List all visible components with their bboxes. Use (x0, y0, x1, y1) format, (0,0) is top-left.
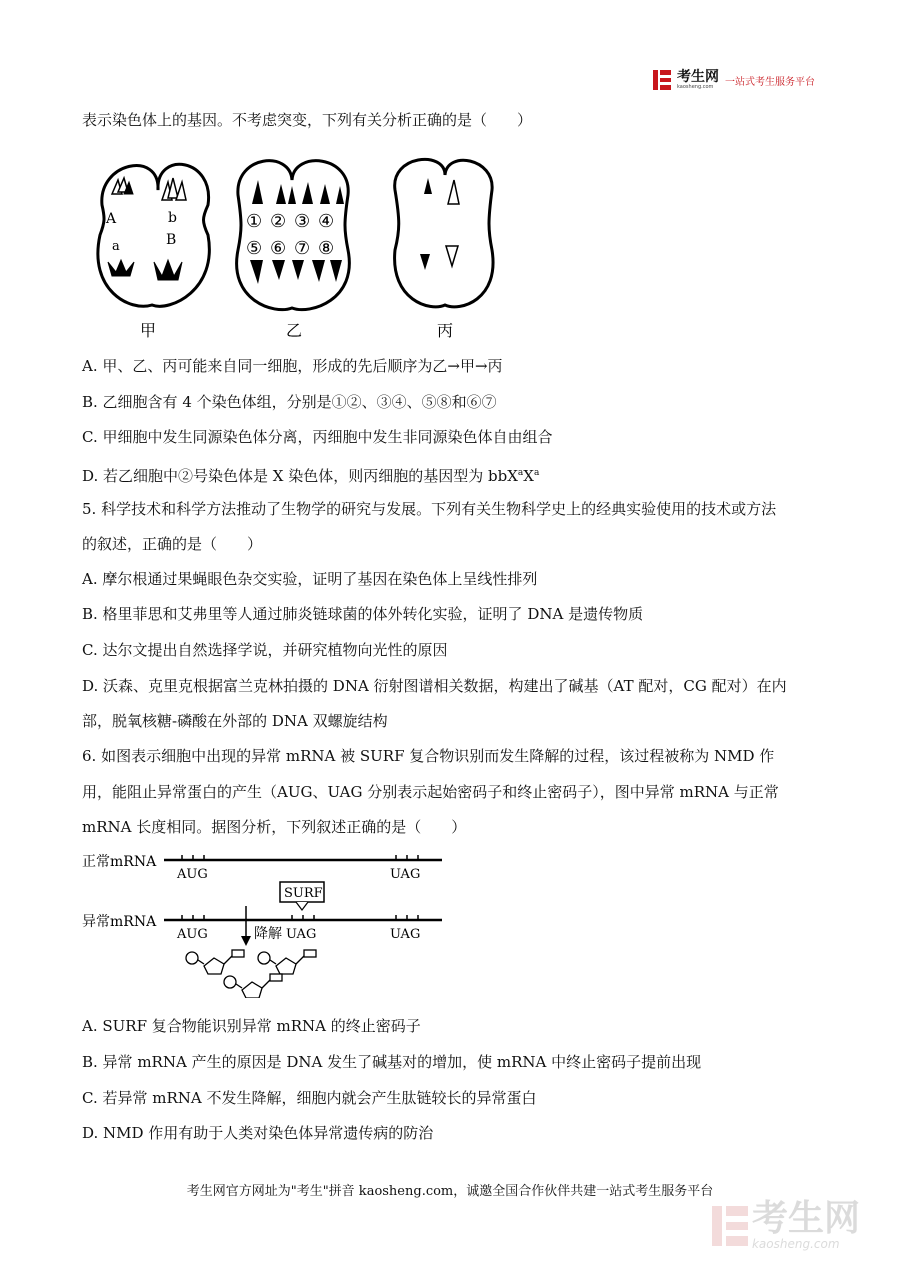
watermark-name: 考生网 (751, 1198, 860, 1239)
abnormal-mrna-label: 异常mRNA (82, 914, 157, 930)
q5-option-c: C. 达尔文提出自然选择学说，并研究植物向光性的原因 (82, 641, 448, 659)
chromosome-num-8: ⑧ (318, 238, 335, 259)
abnormal-uag-label: UAG (390, 927, 421, 942)
q5-stem-line1: 5. 科学技术和科学方法推动了生物学的研究与发展。下列有关生物科学史上的经典实验使用的技术或方法 (82, 500, 777, 518)
cell-label-jia: 甲 (140, 321, 157, 340)
q6-option-b: B. 异常 mRNA 产生的原因是 DNA 发生了碱基对的增加，使 mRNA 中终止密码子提前出现 (82, 1053, 702, 1071)
chromosome-num-6: ⑥ (270, 238, 287, 259)
cell-bing-outline (395, 159, 493, 306)
chromosome-num-5: ⑤ (246, 238, 263, 259)
brand-domain: kaosheng.com (677, 84, 714, 90)
q4-option-a: A. 甲、乙、丙可能来自同一细胞，形成的先后顺序为乙→甲→丙 (82, 357, 503, 375)
q6-option-d: D. NMD 作用有助于人类对染色体异常遗传病的防治 (82, 1124, 434, 1142)
cell-division-figure (90, 150, 510, 345)
watermark (712, 1198, 860, 1251)
brand-name: 考生网 (677, 69, 719, 85)
q6-option-a: A. SURF 复合物能识别异常 mRNA 的终止密码子 (82, 1017, 421, 1035)
header-logo (653, 70, 815, 90)
chromosome-num-1: ① (246, 211, 263, 232)
surf-label: SURF (284, 886, 323, 901)
gene-label-b: b (168, 210, 177, 226)
chromosome-num-7: ⑦ (294, 238, 311, 259)
watermark-domain: kaosheng.com (751, 1237, 840, 1251)
chromosome-num-4: ④ (318, 211, 335, 232)
gene-label-A: A (106, 211, 117, 227)
abnormal-uag-premature-label: UAG (286, 927, 317, 942)
gene-label-a: a (112, 239, 120, 254)
page-footer: 考生网官方网址为"考生"拼音 kaosheng.com，诚邀全国合作伙伴共建一站式考生服务平台 (186, 1184, 714, 1199)
normal-mrna-label: 正常mRNA (82, 854, 157, 870)
nmd-mrna-figure (82, 848, 452, 998)
cell-jia-outline (98, 164, 209, 306)
brand-slogan: 一站式考生服务平台 (725, 76, 815, 88)
cell-label-bing: 丙 (437, 321, 454, 340)
watermark-logo-icon (712, 1206, 748, 1246)
question-4-intro: 表示染色体上的基因。不考虑突变，下列有关分析正确的是（ ） (82, 111, 533, 129)
cell-yi-outline (237, 161, 350, 310)
q5-stem-line2: 的叙述，正确的是（ ） (82, 535, 263, 553)
q5-option-a: A. 摩尔根通过果蝇眼色杂交实验，证明了基因在染色体上呈线性排列 (82, 570, 538, 588)
chromosome-num-3: ③ (294, 211, 311, 232)
abnormal-aug-label: AUG (177, 927, 208, 942)
q5-option-d-line1: D. 沃森、克里克根据富兰克林拍摄的 DNA 衍射图谱相关数据，构建出了碱基（AT 配对，CG 配对）在内 (82, 677, 787, 695)
q6-stem-line3: mRNA 长度相同。据图分析，下列叙述正确的是（ ） (82, 818, 467, 836)
brand-logo-icon (653, 70, 671, 90)
q5-option-b: B. 格里菲思和艾弗里等人通过肺炎链球菌的体外转化实验，证明了 DNA 是遗传物质 (82, 605, 644, 623)
gene-label-B: B (166, 232, 177, 248)
normal-aug-label: AUG (177, 867, 208, 882)
degrade-label: 降解 (254, 926, 282, 942)
q6-option-c: C. 若异常 mRNA 不发生降解，细胞内就会产生肽链较长的异常蛋白 (82, 1089, 537, 1107)
q5-option-d-line2: 部，脱氧核糖-磷酸在外部的 DNA 双螺旋结构 (82, 712, 388, 730)
q6-stem-line1: 6. 如图表示细胞中出现的异常 mRNA 被 SURF 复合物识别而发生降解的过程，该过程被称为 NMD 作 (82, 747, 775, 765)
cell-label-yi: 乙 (286, 321, 303, 340)
q4-option-c: C. 甲细胞中发生同源染色体分离，丙细胞中发生非同源染色体自由组合 (82, 428, 553, 446)
chromosome-num-2: ② (270, 211, 287, 232)
normal-uag-label: UAG (390, 867, 421, 882)
q4-option-b: B. 乙细胞含有 4 个染色体组，分别是①②、③④、⑤⑧和⑥⑦ (82, 393, 497, 411)
q4-option-d: D. 若乙细胞中②号染色体是 X 染色体，则丙细胞的基因型为 $bbX^aX^a$ (82, 467, 540, 485)
q6-stem-line2: 用，能阻止异常蛋白的产生（AUG、UAG 分别表示起始密码子和终止密码子），图中异常 mRNA 与正常 (82, 783, 779, 801)
